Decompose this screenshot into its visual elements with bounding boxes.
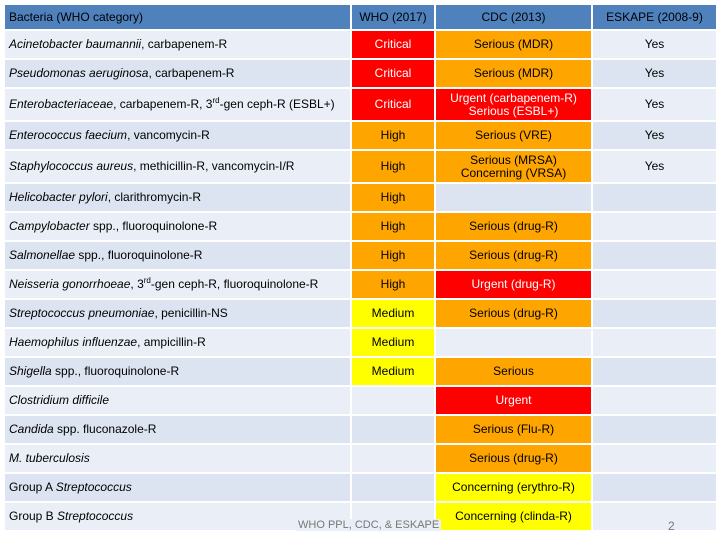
table-row [5,329,716,356]
species-name: Streptococcus [57,509,134,523]
species-name: Salmonellae [9,248,76,262]
bacteria-cell [5,474,350,501]
table-row [5,387,716,414]
who-priority-cell [352,474,434,501]
species-name: Acinetobacter baumannii [9,37,142,51]
who-priority-cell [352,387,434,414]
bacteria-prefix: Group A [9,480,56,494]
table-row [5,213,716,240]
table-header-row [5,5,716,29]
eskape-cell: Yes [593,60,716,87]
cdc-threat-cell: Serious (drug-R) [436,242,591,269]
bacteria-cell [5,387,350,414]
cdc-threat-cell [436,329,591,356]
who-priority-cell: High [352,151,434,182]
table-row [5,60,716,87]
species-name: Clostridium difficile [9,393,110,407]
table-row [5,31,716,58]
cdc-threat-cell: Serious [436,358,591,385]
cdc-threat-cell: Serious (MDR) [436,31,591,58]
species-name: Enterobacteriaceae [9,97,114,111]
cdc-threat-cell: Concerning (erythro-R) [436,474,591,501]
eskape-cell: Yes [593,122,716,149]
species-name: Enterococcus faecium [9,128,128,142]
bacteria-prefix: Group B [9,509,58,523]
table-row [5,445,716,472]
header-who: WHO (2017) [352,5,434,29]
eskape-cell: Yes [593,89,716,120]
species-name: Streptococcus [55,480,132,494]
resistance-description: , carbapenem-R [141,37,228,51]
who-priority-cell: High [352,242,434,269]
bacteria-cell [5,122,350,149]
bacteria-cell [5,271,350,298]
table-row [5,242,716,269]
eskape-cell [593,213,716,240]
table-row [5,89,716,120]
table-row [5,474,716,501]
bacteria-cell [5,31,350,58]
cdc-threat-cell: Urgent [436,387,591,414]
eskape-cell [593,416,716,443]
species-name: Neisseria gonorrhoeae [9,277,131,291]
bacteria-cell [5,184,350,211]
species-name: Campylobacter [9,219,90,233]
who-priority-cell: Medium [352,300,434,327]
slide-footer: WHO PPL, CDC, & ESKAPE [298,519,440,531]
header-eskape: ESKAPE (2008-9) [593,5,716,29]
who-priority-cell: Medium [352,358,434,385]
eskape-cell [593,445,716,472]
species-name: Staphylococcus aureus [9,159,134,173]
eskape-cell: Yes [593,151,716,182]
cdc-threat-cell: Serious (drug-R) [436,445,591,472]
who-priority-cell: Critical [352,89,434,120]
cdc-threat-cell: Urgent (drug-R) [436,271,591,298]
cdc-threat-cell: Serious (drug-R) [436,300,591,327]
cdc-threat-cell: Serious (VRE) [436,122,591,149]
who-priority-cell [352,445,434,472]
resistance-description: spp., fluoroquinolone-R [89,219,218,233]
bacteria-cell [5,329,350,356]
who-priority-cell [352,416,434,443]
resistance-description: , carbapenem-R, 3rd-gen ceph-R (ESBL+) [113,96,335,111]
cdc-threat-cell: Serious (drug-R) [436,213,591,240]
species-name: M. tuberculosis [9,451,90,465]
who-priority-cell: High [352,122,434,149]
table-body [5,31,716,530]
header-cdc: CDC (2013) [436,5,591,29]
resistance-description: , carbapenem-R [148,66,235,80]
bacteria-cell [5,89,350,120]
table-row [5,271,716,298]
who-priority-cell: Medium [352,329,434,356]
who-priority-cell: High [352,271,434,298]
table-row [5,416,716,443]
bacteria-cell [5,416,350,443]
eskape-cell [593,271,716,298]
eskape-cell [593,358,716,385]
bacteria-cell [5,242,350,269]
bacteria-cell [5,300,350,327]
eskape-cell [593,329,716,356]
who-priority-cell: Critical [352,31,434,58]
resistance-description: , clarithromycin-R [107,190,202,204]
table-row [5,358,716,385]
cdc-threat-cell [436,184,591,211]
species-name: Helicobacter pylori [9,190,108,204]
who-priority-cell: Critical [352,60,434,87]
species-name: Streptococcus pneumoniae [9,306,155,320]
species-name: Haemophilus influenzae [9,335,138,349]
resistance-description: spp., fluoroquinolone-R [51,364,180,378]
resistance-description: , vancomycin-R [127,128,210,142]
bacteria-cell [5,358,350,385]
species-name: Shigella [9,364,52,378]
cdc-threat-cell: Serious (MDR) [436,60,591,87]
bacteria-cell [5,60,350,87]
cdc-threat-cell: Concerning (clinda-R) [436,503,591,530]
resistance-description: , ampicillin-R [137,335,206,349]
page-number: 2 [668,519,675,533]
cdc-threat-cell: Serious (MRSA) Concerning (VRSA) [436,151,591,182]
eskape-cell: Yes [593,31,716,58]
resistance-description: spp. fluconazole-R [53,422,157,436]
eskape-cell [593,242,716,269]
bacteria-cell [5,213,350,240]
cdc-threat-cell: Urgent (carbapenem-R) Serious (ESBL+) [436,89,591,120]
eskape-cell [593,184,716,211]
resistance-description: spp., fluoroquinolone-R [75,248,203,262]
header-bacteria: Bacteria (WHO category) [5,5,350,29]
resistance-description: , methicillin-R, vancomycin-I/R [133,159,295,173]
table-row [5,122,716,149]
bacteria-cell [5,151,350,182]
bacteria-cell [5,445,350,472]
priority-pathogens-table [3,3,718,532]
eskape-cell [593,300,716,327]
eskape-cell [593,387,716,414]
table-row [5,300,716,327]
eskape-cell [593,474,716,501]
eskape-cell [593,503,716,530]
species-name: Pseudomonas aeruginosa [9,66,149,80]
table-row [5,151,716,182]
resistance-description: , penicillin-NS [154,306,228,320]
species-name: Candida [9,422,54,436]
table-row [5,184,716,211]
resistance-description: , 3rd-gen ceph-R, fluoroquinolone-R [130,276,319,291]
who-priority-cell: High [352,213,434,240]
cdc-threat-cell: Serious (Flu-R) [436,416,591,443]
who-priority-cell: High [352,184,434,211]
